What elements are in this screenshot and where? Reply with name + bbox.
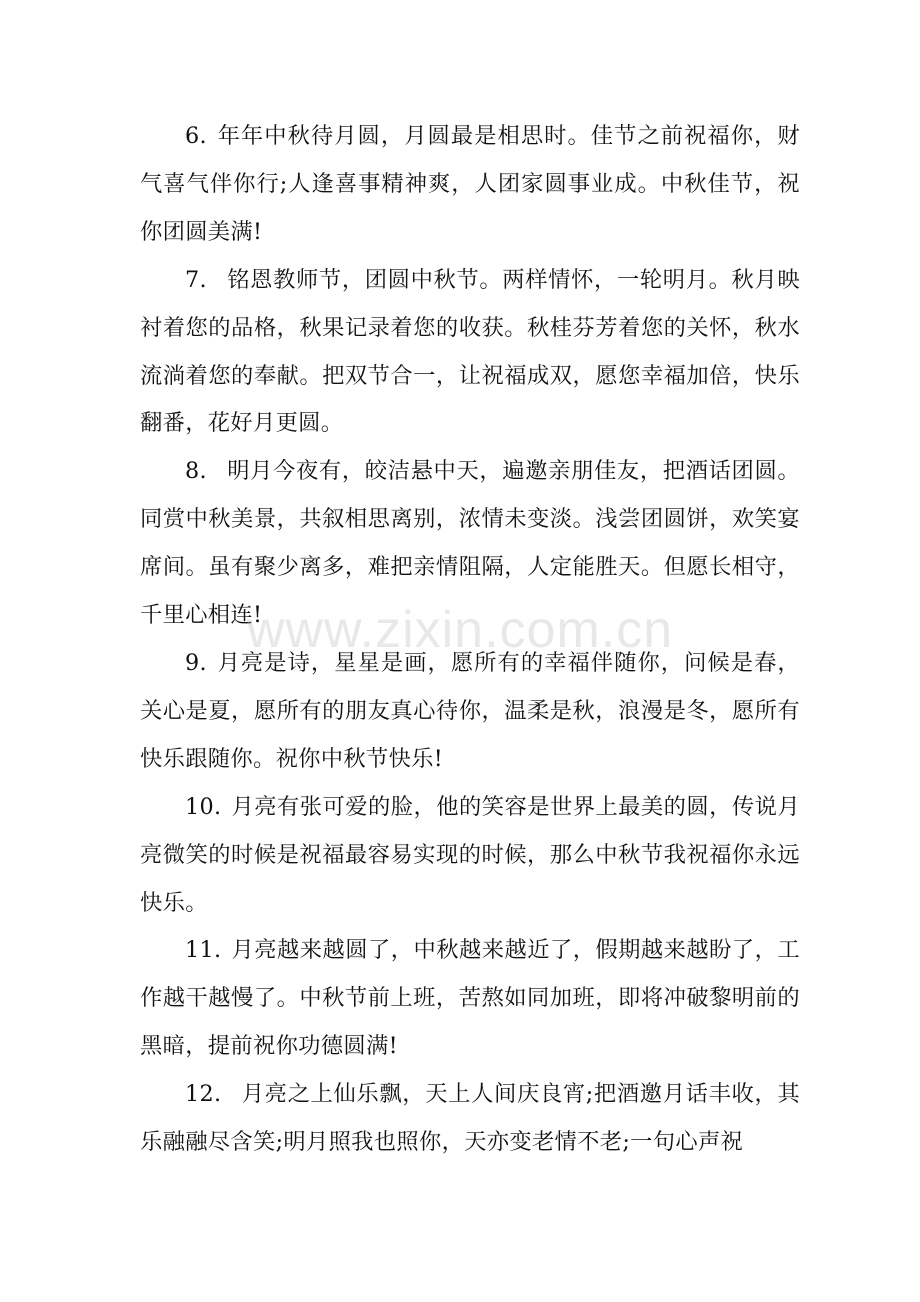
item-text: 铭恩教师节，团圆中秋节。两样情怀，一轮明月。秋月映衬着您的品格，秋果记录着您的收获。秋桂芬芳着您的关怀，秋水流淌着您的奉献。把双节合一，让祝福成双，愿您幸福加倍，快乐翻番，花好月更圆。 xyxy=(140,266,800,437)
item-text: 月亮是诗，星星是画，愿所有的幸福伴随你，问候是春，关心是夏，愿所有的朋友真心待你，温柔是秋，浪漫是冬，愿所有快乐跟随你。祝你中秋节快乐! xyxy=(140,649,800,772)
watermark: www.zixin.com.cn xyxy=(246,601,674,659)
list-item-12 xyxy=(140,1071,800,1167)
item-number: 6. xyxy=(185,123,207,149)
list-item-6 xyxy=(140,113,800,257)
item-text: 月亮有张可爱的脸，他的笑容是世界上最美的圆，传说月亮微笑的时候是祝福最容易实现的时候，那么中秋节我祝福你永远快乐。 xyxy=(140,793,800,916)
item-number: 7. xyxy=(185,266,207,293)
list-item-11 xyxy=(140,927,800,1071)
item-text: 月亮越来越圆了，中秋越来越近了，假期越来越盼了，工作越干越慢了。中秋节前上班，苦熬如同加班，即将冲破黎明前的黑暗，提前祝你功德圆满! xyxy=(140,937,800,1060)
list-item-7 xyxy=(140,257,800,449)
item-text: 明月今夜有，皎洁悬中天，遍邀亲朋佳友，把酒话团圆。同赏中秋美景，共叙相思离别，浓情未变淡。浅尝团圆饼，欢笑宴席间。虽有聚少离多，难把亲情阻隔，人定能胜天。但愿长相守，千里心相连! xyxy=(140,458,800,629)
list-item-10 xyxy=(140,784,800,928)
item-number: 8. xyxy=(185,458,207,485)
item-number: 10. xyxy=(185,793,222,820)
document-body xyxy=(140,113,800,1167)
item-text: 月亮之上仙乐飘，天上人间庆良宵;把酒邀月话丰收，其乐融融尽含笑;明月照我也照你，天亦变老情不老;一句心声祝 xyxy=(140,1081,800,1156)
item-number: 12. xyxy=(185,1081,222,1108)
item-number: 11. xyxy=(185,937,222,964)
item-text: 年年中秋待月圆，月圆最是相思时。佳节之前祝福你，财气喜气伴你行;人逢喜事精神爽，人团家圆事业成。中秋佳节，祝你团圆美满! xyxy=(140,123,800,245)
list-item-9 xyxy=(140,640,800,784)
item-number: 9. xyxy=(185,649,207,676)
list-item-8 xyxy=(140,448,800,640)
